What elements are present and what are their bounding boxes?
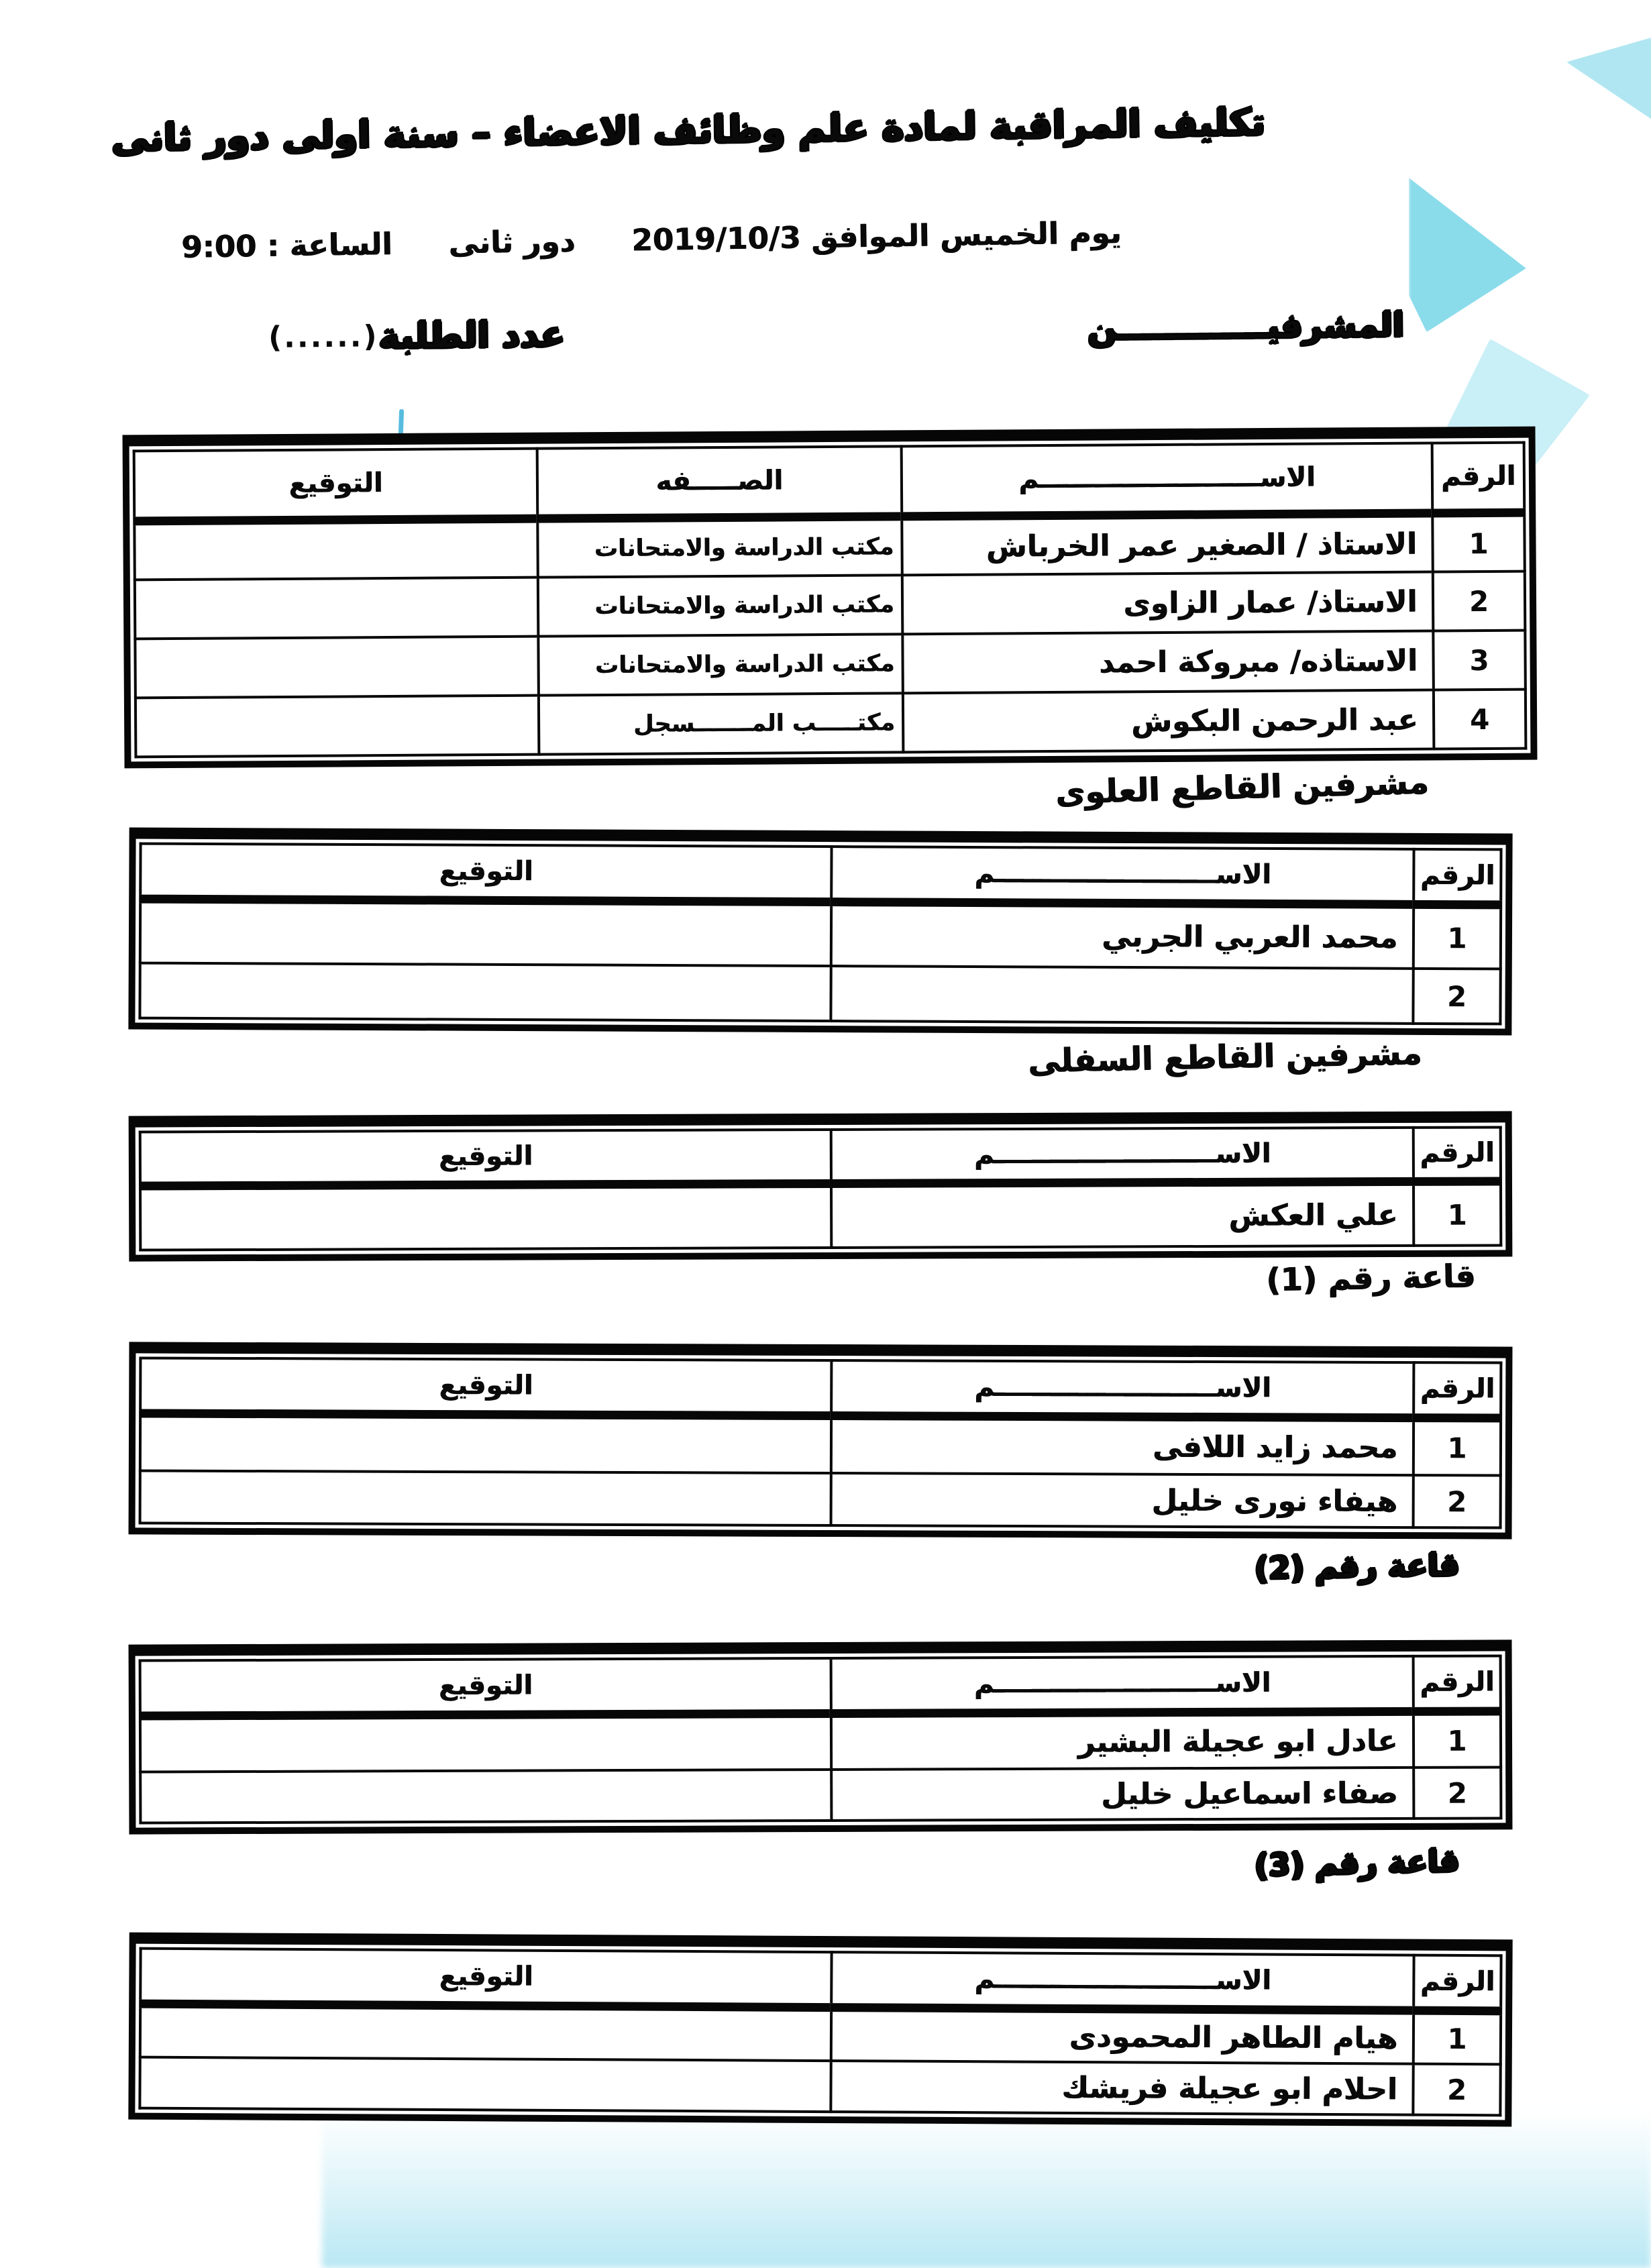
table-row xyxy=(134,512,1524,580)
table-header-row xyxy=(140,1358,1501,1417)
date-line-round: دور ثانى xyxy=(447,223,576,261)
cell-number: 1 xyxy=(1432,512,1524,572)
table-header-row xyxy=(140,844,1501,905)
cell-name: محمد زايد اللافى xyxy=(831,1415,1414,1475)
col-header-position: الصـــــفه xyxy=(537,446,902,518)
cell-position: مكتب الدراسة والامتحانات xyxy=(538,575,902,636)
table-row xyxy=(136,690,1526,757)
table-row xyxy=(140,963,1500,1024)
table-row xyxy=(135,572,1525,639)
signature-cell xyxy=(136,696,539,757)
table-hall-1 xyxy=(129,1342,1513,1539)
table-row xyxy=(135,631,1525,698)
table-header-row xyxy=(140,1656,1501,1715)
signature-cell xyxy=(135,637,538,698)
table-hall-2 xyxy=(129,1639,1513,1834)
col-header-name: الاســــــــــــــــــــــــم xyxy=(831,1656,1414,1713)
signature-cell xyxy=(140,1770,832,1823)
section-heading-hall-1: قاعة رقم (1) xyxy=(1265,1258,1476,1299)
col-header-number: الرقم xyxy=(1432,443,1524,513)
col-header-name: الاســــــــــــــــــــــــم xyxy=(831,847,1414,904)
col-header-number: الرقم xyxy=(1414,1362,1501,1417)
scan-artifact-bottom-wash xyxy=(322,2110,1651,2268)
signature-cell xyxy=(140,1470,832,1525)
signature-cell xyxy=(140,2004,832,2061)
table-row xyxy=(140,1181,1501,1250)
date-line-time: الساعة : 9:00 xyxy=(180,226,392,266)
scan-artifact-cyan-corner xyxy=(1566,37,1651,121)
cell-name: هيام الطاهر المحمودى xyxy=(831,2007,1414,2064)
cell-name: علي العكش xyxy=(831,1181,1414,1248)
col-header-name: الاســــــــــــــــــــــــم xyxy=(831,1360,1414,1417)
cell-name: محمد العربي الجربي xyxy=(831,902,1414,969)
signature-cell xyxy=(140,1413,832,1473)
cell-name: صفاء اسماعيل خليل xyxy=(831,1768,1414,1821)
table-row xyxy=(140,1470,1501,1527)
scan-artifact-cyan-triangle xyxy=(1409,164,1536,332)
cell-name: الاستاذ/ عمار الزاوى xyxy=(902,572,1434,635)
signature-cell xyxy=(140,2057,831,2112)
col-header-signature: التوقيع xyxy=(140,1130,832,1186)
cell-name: احلام ابو عجيلة فريشك xyxy=(831,2061,1414,2115)
cell-name xyxy=(831,966,1414,1024)
students-count-value: (......) xyxy=(268,319,379,355)
table-header-row xyxy=(140,1949,1501,2011)
col-header-name: الاســــــــــــــــــــــــم xyxy=(901,443,1432,517)
cell-number: 3 xyxy=(1434,631,1526,690)
cell-number: 1 xyxy=(1414,1417,1501,1475)
signature-cell xyxy=(140,1713,832,1772)
col-header-number: الرقم xyxy=(1414,1656,1501,1711)
cell-number: 2 xyxy=(1414,1475,1501,1527)
signature-cell xyxy=(134,519,537,580)
students-count-label: عدد الطلبة xyxy=(378,314,566,358)
signature-cell xyxy=(140,899,832,966)
section-heading-hall-3: قاعة رقم (3) xyxy=(1253,1842,1460,1884)
cell-number: 2 xyxy=(1414,1767,1501,1818)
table-row xyxy=(140,2004,1501,2065)
cell-number: 1 xyxy=(1414,2010,1501,2065)
table-upper-section xyxy=(128,828,1512,1036)
cell-name: هيفاء نورى خليل xyxy=(831,1473,1414,1527)
section-heading-hall-2: قاعة رقم (2) xyxy=(1254,1546,1460,1586)
cell-number: 2 xyxy=(1414,2064,1501,2116)
col-header-number: الرقم xyxy=(1414,1127,1501,1181)
col-header-signature: التوقيع xyxy=(140,1949,832,2007)
date-line-day: يوم الخميس الموافق 2019/10/3 xyxy=(631,215,1122,258)
table-row xyxy=(140,1413,1501,1475)
table-lower-section xyxy=(129,1111,1513,1261)
students-count xyxy=(268,314,566,358)
col-header-signature: التوقيع xyxy=(140,1658,832,1716)
cell-number: 2 xyxy=(1433,572,1525,631)
cell-number: 1 xyxy=(1414,904,1501,969)
table-main-supervisors xyxy=(123,427,1538,769)
signature-cell xyxy=(140,963,831,1021)
cell-name: الاستاذ / الصغير عمر الخرباش xyxy=(902,513,1433,576)
signature-cell xyxy=(135,578,538,639)
col-header-number: الرقم xyxy=(1414,1955,1501,2011)
section-heading-lower: مشرفين القاطع السفلى xyxy=(1027,1034,1422,1081)
table-hall-3 xyxy=(128,1933,1512,2127)
table-row xyxy=(140,1711,1501,1772)
col-header-signature: التوقيع xyxy=(140,1358,832,1415)
col-header-name: الاســــــــــــــــــــــــم xyxy=(831,1952,1414,2010)
col-header-signature: التوقيع xyxy=(140,844,832,902)
cell-name: عبد الرحمن البكوش xyxy=(903,690,1434,753)
col-header-number: الرقم xyxy=(1414,849,1501,905)
signature-cell xyxy=(140,1183,832,1250)
col-header-name: الاســــــــــــــــــــــــم xyxy=(831,1128,1414,1183)
cell-number: 2 xyxy=(1414,969,1501,1024)
cell-number: 1 xyxy=(1414,1711,1501,1767)
cell-name: عادل ابو عجيلة البشير xyxy=(831,1711,1414,1770)
table-row xyxy=(140,1767,1501,1823)
col-header-signature: التوقيع xyxy=(134,449,538,521)
date-line xyxy=(180,215,1121,265)
table-header-row xyxy=(134,443,1525,521)
document-title: تكليف المراقبة لمادة علم وظائف الاعضاء – سنة اولى دور ثانى xyxy=(111,101,1266,161)
cell-position: مكتب الدراسة والامتحانات xyxy=(537,516,902,577)
cell-number: 4 xyxy=(1434,690,1526,749)
section-heading-upper: مشرفين القاطع العلوى xyxy=(1054,763,1429,812)
supervisors-line xyxy=(268,305,1405,358)
table-row xyxy=(140,2057,1500,2116)
table-row xyxy=(140,899,1501,969)
cell-number: 1 xyxy=(1414,1181,1501,1245)
table-header-row xyxy=(140,1127,1501,1185)
cell-position: مكتب الدراسة والامتحانات xyxy=(538,634,902,695)
cell-position: مكتـــــب المـــــــسجل xyxy=(539,693,903,754)
cell-name: الاستاذه/ مبروكة احمد xyxy=(902,631,1434,694)
supervisors-label: المشرفيـــــــــــــن xyxy=(1087,305,1405,348)
